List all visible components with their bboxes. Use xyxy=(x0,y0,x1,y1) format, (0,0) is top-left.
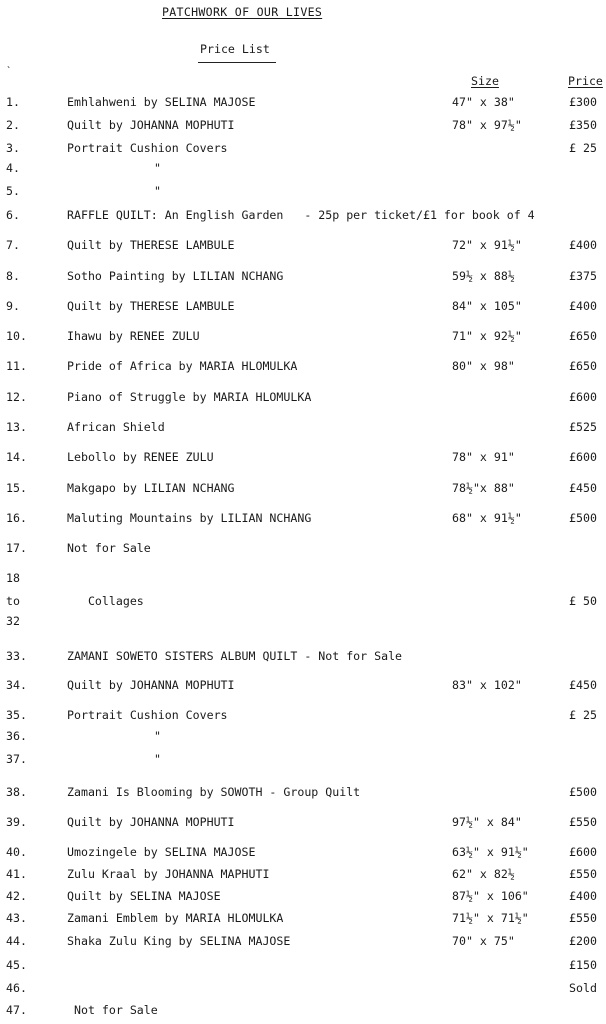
item-number: 5. xyxy=(6,184,20,198)
list-item xyxy=(0,889,606,903)
list-item xyxy=(0,481,606,495)
page-subtitle: Price List xyxy=(200,42,270,56)
item-number: 35. xyxy=(6,708,27,722)
item-number: 12. xyxy=(6,390,27,404)
item-number: 42. xyxy=(6,889,27,903)
item-number: 8. xyxy=(6,269,20,283)
item-number: to xyxy=(6,594,20,608)
list-item xyxy=(0,571,606,585)
item-price: £525 xyxy=(569,420,597,434)
item-price: £550 xyxy=(569,867,597,881)
item-price: Sold xyxy=(569,981,597,995)
price-column-header: Price xyxy=(568,74,603,88)
list-item xyxy=(0,614,606,628)
item-price: £400 xyxy=(569,889,597,903)
subtitle-underline xyxy=(198,62,276,63)
item-description: Not for Sale xyxy=(67,1003,158,1017)
item-price: £400 xyxy=(569,299,597,313)
item-description: Quilt by SELINA MAJOSE xyxy=(67,889,221,903)
item-description: Quilt by JOHANNA MOPHUTI xyxy=(67,118,235,132)
item-description: Not for Sale xyxy=(67,541,151,555)
list-item xyxy=(0,359,606,373)
list-item xyxy=(0,511,606,525)
item-number: 14. xyxy=(6,450,27,464)
list-item xyxy=(0,541,606,555)
item-price: £350 xyxy=(569,118,597,132)
item-size: 84" x 105" xyxy=(452,299,522,313)
size-column-header: Size xyxy=(471,74,499,88)
list-item xyxy=(0,238,606,252)
item-size: 62" x 82½ xyxy=(452,867,515,881)
item-description: Quilt by JOHANNA MOPHUTI xyxy=(67,815,235,829)
item-price: £ 25 xyxy=(569,141,597,155)
list-item xyxy=(0,390,606,404)
item-price: £150 xyxy=(569,958,597,972)
item-number: 16. xyxy=(6,511,27,525)
item-size: 71" x 92½" xyxy=(452,329,522,343)
item-size: 87½" x 106" xyxy=(452,889,529,903)
item-price: £500 xyxy=(569,511,597,525)
list-item xyxy=(0,299,606,313)
item-number: 46. xyxy=(6,981,27,995)
item-price: £550 xyxy=(569,911,597,925)
item-price: £550 xyxy=(569,815,597,829)
item-price: £500 xyxy=(569,785,597,799)
item-description: Sotho Painting by LILIAN NCHANG xyxy=(67,269,284,283)
item-description: Zulu Kraal by JOHANNA MAPHUTI xyxy=(67,867,270,881)
item-number: 3. xyxy=(6,141,20,155)
item-price: £450 xyxy=(569,481,597,495)
item-number: 2. xyxy=(6,118,20,132)
list-item xyxy=(0,594,606,608)
list-item xyxy=(0,785,606,799)
item-description: " xyxy=(154,729,161,743)
item-number: 10. xyxy=(6,329,27,343)
item-price: £375 xyxy=(569,269,597,283)
item-price: £600 xyxy=(569,845,597,859)
item-description: Pride of Africa by MARIA HLOMULKA xyxy=(67,359,298,373)
item-description: Makgapo by LILIAN NCHANG xyxy=(67,481,235,495)
item-description: Portrait Cushion Covers xyxy=(67,708,228,722)
item-description: RAFFLE QUILT: An English Garden - 25p per ticket/£1 for book of 4 xyxy=(67,208,535,222)
item-description: Quilt by THERESE LAMBULE xyxy=(67,299,235,313)
item-number: 43. xyxy=(6,911,27,925)
item-number: 34. xyxy=(6,678,27,692)
item-number: 17. xyxy=(6,541,27,555)
item-size: 78½"x 88" xyxy=(452,481,515,495)
item-number: 11. xyxy=(6,359,27,373)
item-size: 78" x 91" xyxy=(452,450,515,464)
item-description: Zamani Is Blooming by SOWOTH - Group Quilt xyxy=(67,785,361,799)
list-item xyxy=(0,678,606,692)
page-title: PATCHWORK OF OUR LIVES xyxy=(162,5,323,19)
item-description: " xyxy=(154,184,161,198)
list-item xyxy=(0,95,606,109)
list-item xyxy=(0,649,606,663)
item-description: ZAMANI SOWETO SISTERS ALBUM QUILT - Not for Sale xyxy=(67,649,403,663)
item-price: £ 25 xyxy=(569,708,597,722)
item-size: 83" x 102" xyxy=(452,678,522,692)
list-item xyxy=(0,958,606,972)
item-number: 1. xyxy=(6,95,20,109)
item-number: 32 xyxy=(6,614,20,628)
item-description: Zamani Emblem by MARIA HLOMULKA xyxy=(67,911,284,925)
list-item xyxy=(0,911,606,925)
item-number: 41. xyxy=(6,867,27,881)
item-size: 59½ x 88½ xyxy=(452,269,515,283)
list-item xyxy=(0,981,606,995)
item-price: £600 xyxy=(569,450,597,464)
item-description: Collages xyxy=(67,594,144,608)
item-description: Maluting Mountains by LILIAN NCHANG xyxy=(67,511,312,525)
list-item xyxy=(0,934,606,948)
item-size: 68" x 91½" xyxy=(452,511,522,525)
item-number: 13. xyxy=(6,420,27,434)
item-number: 4. xyxy=(6,161,20,175)
item-description: Umozingele by SELINA MAJOSE xyxy=(67,845,256,859)
list-item xyxy=(0,867,606,881)
list-item xyxy=(0,450,606,464)
item-description: Lebollo by RENEE ZULU xyxy=(67,450,214,464)
item-number: 40. xyxy=(6,845,27,859)
list-item xyxy=(0,118,606,132)
item-number: 9. xyxy=(6,299,20,313)
item-description: Quilt by THERESE LAMBULE xyxy=(67,238,235,252)
list-item xyxy=(0,708,606,722)
item-size: 63½" x 91½" xyxy=(452,845,529,859)
item-description: Portrait Cushion Covers xyxy=(67,141,228,155)
list-item xyxy=(0,141,606,155)
item-price: £400 xyxy=(569,238,597,252)
item-size: 47" x 38" xyxy=(452,95,515,109)
item-price: £ 50 xyxy=(569,594,597,608)
item-price: £200 xyxy=(569,934,597,948)
list-item xyxy=(0,815,606,829)
item-price: £450 xyxy=(569,678,597,692)
item-size: 78" x 97½" xyxy=(452,118,522,132)
item-size: 71½" x 71½" xyxy=(452,911,529,925)
item-number: 47. xyxy=(6,1003,27,1017)
item-description: Emhlahweni by SELINA MAJOSE xyxy=(67,95,256,109)
item-number: 6. xyxy=(6,208,20,222)
item-price: £650 xyxy=(569,329,597,343)
item-size: 97½" x 84" xyxy=(452,815,522,829)
item-description: African Shield xyxy=(67,420,165,434)
item-size: 80" x 98" xyxy=(452,359,515,373)
item-price: £300 xyxy=(569,95,597,109)
item-number: 18 xyxy=(6,571,20,585)
item-description: Ihawu by RENEE ZULU xyxy=(67,329,200,343)
list-item xyxy=(0,329,606,343)
list-item xyxy=(0,729,606,743)
item-price: £650 xyxy=(569,359,597,373)
item-description: " xyxy=(154,752,161,766)
item-description: " xyxy=(154,161,161,175)
list-item xyxy=(0,845,606,859)
list-item xyxy=(0,1003,606,1017)
item-number: 37. xyxy=(6,752,27,766)
item-number: 33. xyxy=(6,649,27,663)
item-number: 45. xyxy=(6,958,27,972)
list-item xyxy=(0,208,606,222)
list-item xyxy=(0,184,606,198)
item-number: 44. xyxy=(6,934,27,948)
item-number: 15. xyxy=(6,481,27,495)
item-description: Quilt by JOHANNA MOPHUTI xyxy=(67,678,235,692)
stray-mark: ` xyxy=(6,66,13,77)
item-number: 7. xyxy=(6,238,20,252)
list-item xyxy=(0,752,606,766)
item-number: 36. xyxy=(6,729,27,743)
list-item xyxy=(0,161,606,175)
item-description: Piano of Struggle by MARIA HLOMULKA xyxy=(67,390,312,404)
item-price: £600 xyxy=(569,390,597,404)
item-description: Shaka Zulu King by SELINA MAJOSE xyxy=(67,934,291,948)
item-number: 38. xyxy=(6,785,27,799)
list-item xyxy=(0,269,606,283)
item-number: 39. xyxy=(6,815,27,829)
list-item xyxy=(0,420,606,434)
item-size: 72" x 91½" xyxy=(452,238,522,252)
item-size: 70" x 75" xyxy=(452,934,515,948)
